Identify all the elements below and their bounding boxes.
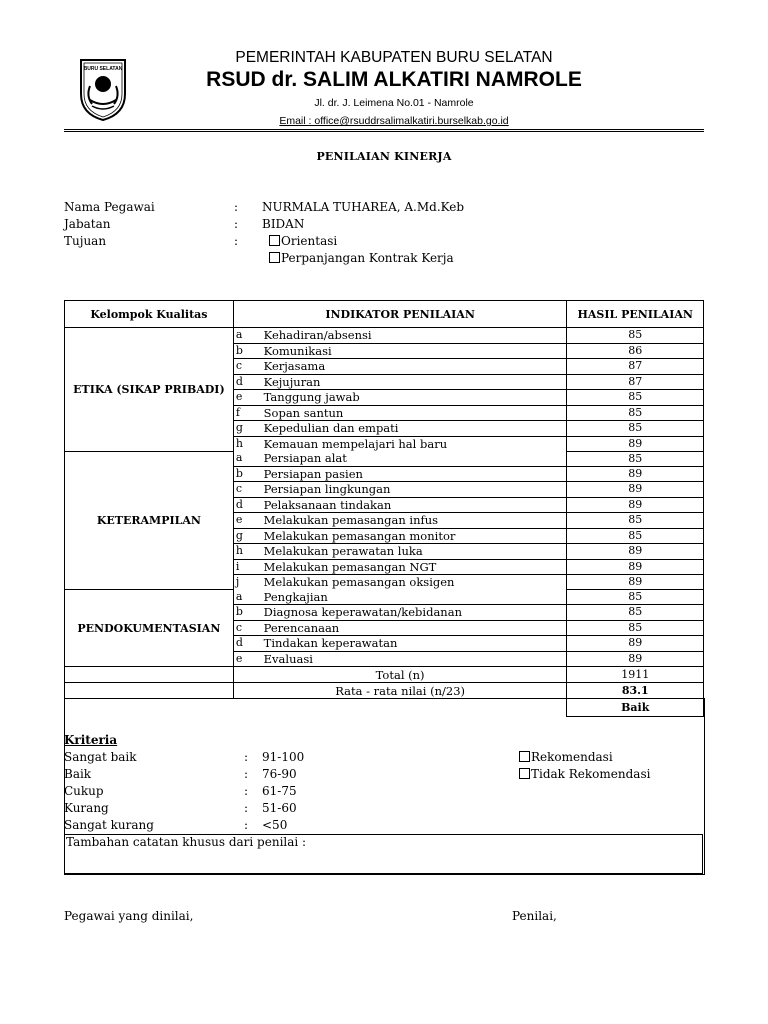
indicator-text: Melakukan perawatan luka: [264, 544, 567, 560]
indicator-text: Komunikasi: [264, 343, 567, 359]
score-cell: 89: [567, 497, 704, 513]
colon: :: [234, 200, 239, 214]
purpose-option-perpanjangan[interactable]: Perpanjangan Kontrak Kerja: [269, 251, 454, 265]
indicator-text: Persiapan pasien: [264, 466, 567, 482]
score-cell: 89: [567, 559, 704, 575]
colon: :: [244, 767, 249, 781]
colon: :: [244, 801, 249, 815]
indicator-text: Kehadiran/absensi: [264, 328, 567, 344]
colon: :: [244, 750, 249, 764]
total-label: Total (n): [233, 667, 567, 683]
checkbox-icon[interactable]: [269, 252, 280, 263]
average-row: [65, 683, 704, 699]
indicator-letter: c: [233, 620, 263, 636]
criteria-range: 91-100: [262, 750, 305, 764]
criteria-label: Cukup: [64, 784, 104, 798]
indicator-letter: c: [233, 482, 263, 498]
indicator-letter: b: [233, 466, 263, 482]
score-cell: 87: [567, 359, 704, 375]
indicator-letter: d: [233, 636, 263, 652]
indicator-text: Melakukan pemasangan infus: [264, 513, 567, 529]
colon: :: [244, 784, 249, 798]
indicator-text: Sopan santun: [264, 405, 567, 421]
average-blank: [65, 683, 234, 699]
grade-value: Baik: [567, 699, 704, 717]
score-cell: 86: [567, 343, 704, 359]
purpose-label: Tujuan: [64, 234, 107, 248]
colon: :: [234, 234, 239, 248]
criteria-label: Kurang: [64, 801, 109, 815]
score-cell: 89: [567, 544, 704, 560]
svg-text:BURU SELATAN: BURU SELATAN: [83, 66, 123, 72]
employee-name-label: Nama Pegawai: [64, 200, 155, 214]
average-label: Rata - rata nilai (n/23): [233, 683, 567, 699]
quality-group-cell: ETIKA (SIKAP PRIBADI): [65, 328, 234, 452]
checkbox-icon[interactable]: [269, 235, 280, 246]
indicator-letter: h: [233, 544, 263, 560]
indicator-letter: i: [233, 559, 263, 575]
hospital-name: RSUD dr. SALIM ALKATIRI NAMROLE: [206, 68, 582, 91]
criteria-range: 76-90: [262, 767, 297, 781]
indicator-letter: a: [235, 451, 243, 465]
indicator-letter: a: [235, 589, 243, 603]
score-cell: 89: [567, 575, 704, 590]
notes-field[interactable]: [64, 834, 703, 874]
colon: :: [234, 217, 239, 231]
indicator-letter: e: [233, 651, 263, 667]
document-title: PENILAIAN KINERJA: [316, 150, 452, 163]
indicator-letter: g: [233, 421, 263, 437]
score-cell: 89: [567, 466, 704, 482]
indicator-text: Kerjasama: [264, 359, 567, 375]
criteria-title: Kriteria: [64, 733, 118, 747]
government-name: PEMERINTAH KABUPATEN BURU SELATAN: [235, 49, 553, 66]
indicator-text: Melakukan pemasangan monitor: [264, 528, 567, 544]
score-cell: 85: [567, 513, 704, 529]
score-cell: 85: [567, 590, 704, 605]
indicator-letter: h: [233, 436, 263, 451]
employee-name-value: NURMALA TUHAREA, A.Md.Keb: [262, 200, 465, 214]
indicator-text: Melakukan pemasangan NGT: [264, 559, 567, 575]
hospital-email[interactable]: Email : office@rsuddrsalimalkatiri.burselkab.go.id: [279, 115, 509, 127]
quality-group-cell: PENDOKUMENTASIAN: [65, 590, 234, 667]
table-row: [65, 451, 704, 466]
indicator-text: Kejujuran: [264, 374, 567, 390]
indicator-letter: f: [233, 405, 263, 421]
header-score: HASIL PENILAIAN: [567, 301, 704, 328]
score-cell: 89: [567, 636, 704, 652]
indicator-text: Diagnosa keperawatan/kebidanan: [264, 605, 567, 621]
indicator-text: Pengkajian: [264, 590, 567, 605]
indicator-text: Tindakan keperawatan: [264, 636, 567, 652]
indicator-text: Perencanaan: [264, 620, 567, 636]
not-recommend-option[interactable]: Tidak Rekomendasi: [519, 767, 650, 781]
score-cell: 85: [567, 620, 704, 636]
header-indicator: INDIKATOR PENILAIAN: [233, 301, 567, 328]
indicator-letter: c: [233, 359, 263, 375]
checkbox-icon[interactable]: [519, 768, 530, 779]
indicator-letter: e: [233, 390, 263, 406]
indicator-letter: g: [233, 528, 263, 544]
indicator-text: Pelaksanaan tindakan: [264, 497, 567, 513]
indicator-text: Kemauan mempelajari hal baru: [264, 436, 567, 451]
score-cell: 85: [567, 528, 704, 544]
indicator-text: Evaluasi: [264, 651, 567, 667]
total-value: 1911: [567, 667, 704, 683]
header-quality-group: Kelompok Kualitas: [65, 301, 234, 328]
average-value: 83.1: [567, 683, 704, 699]
score-cell: 85: [567, 405, 704, 421]
indicator-text: Melakukan pemasangan oksigen: [264, 575, 567, 590]
indicator-letter: e: [233, 513, 263, 529]
recommend-option[interactable]: Rekomendasi: [519, 750, 613, 764]
notes-label: Tambahan catatan khusus dari penilai :: [66, 835, 307, 849]
criteria-range: 61-75: [262, 784, 297, 798]
score-cell: 85: [567, 390, 704, 406]
indicator-text: Persiapan lingkungan: [264, 482, 567, 498]
indicator-letter: d: [233, 497, 263, 513]
indicator-letter: a: [235, 328, 243, 342]
assessment-table-body: [65, 328, 704, 717]
assessor-signature-label: Penilai,: [512, 909, 557, 923]
score-cell: 89: [567, 436, 704, 451]
table-row: [65, 328, 704, 344]
indicator-text: Tanggung jawab: [264, 390, 567, 406]
score-cell: 87: [567, 374, 704, 390]
indicator-letter: b: [233, 605, 263, 621]
score-cell: 89: [567, 651, 704, 667]
indicator-letter: b: [233, 343, 263, 359]
score-cell: 89: [567, 482, 704, 498]
table-row: [65, 590, 704, 605]
checkbox-icon[interactable]: [519, 751, 530, 762]
employee-position-label: Jabatan: [64, 217, 111, 231]
score-cell: 85: [567, 605, 704, 621]
employee-signature-label: Pegawai yang dinilai,: [64, 909, 194, 923]
purpose-option-orientasi[interactable]: Orientasi: [269, 234, 337, 248]
criteria-label: Sangat baik: [64, 750, 137, 764]
colon: :: [244, 818, 249, 832]
indicator-text: Persiapan alat: [264, 451, 567, 466]
score-cell: 85: [567, 421, 704, 437]
total-blank: [65, 667, 234, 683]
indicator-text: Kepedulian dan empati: [264, 421, 567, 437]
criteria-label: Sangat kurang: [64, 818, 154, 832]
score-cell: 85: [567, 451, 704, 466]
indicator-letter: d: [233, 374, 263, 390]
header-rule: [64, 129, 704, 130]
employee-position-value: BIDAN: [262, 217, 305, 231]
indicator-letter: j: [233, 575, 263, 590]
criteria-range: <50: [262, 818, 288, 832]
quality-group-cell: KETERAMPILAN: [65, 451, 234, 590]
assessment-table: [64, 300, 704, 717]
score-cell: 85: [567, 328, 704, 344]
hospital-address: Jl. dr. J. Leimena No.01 - Namrole: [314, 97, 474, 109]
header-rule-thin: [64, 131, 704, 132]
criteria-label: Baik: [64, 767, 92, 781]
criteria-range: 51-60: [262, 801, 297, 815]
total-row: [65, 667, 704, 683]
